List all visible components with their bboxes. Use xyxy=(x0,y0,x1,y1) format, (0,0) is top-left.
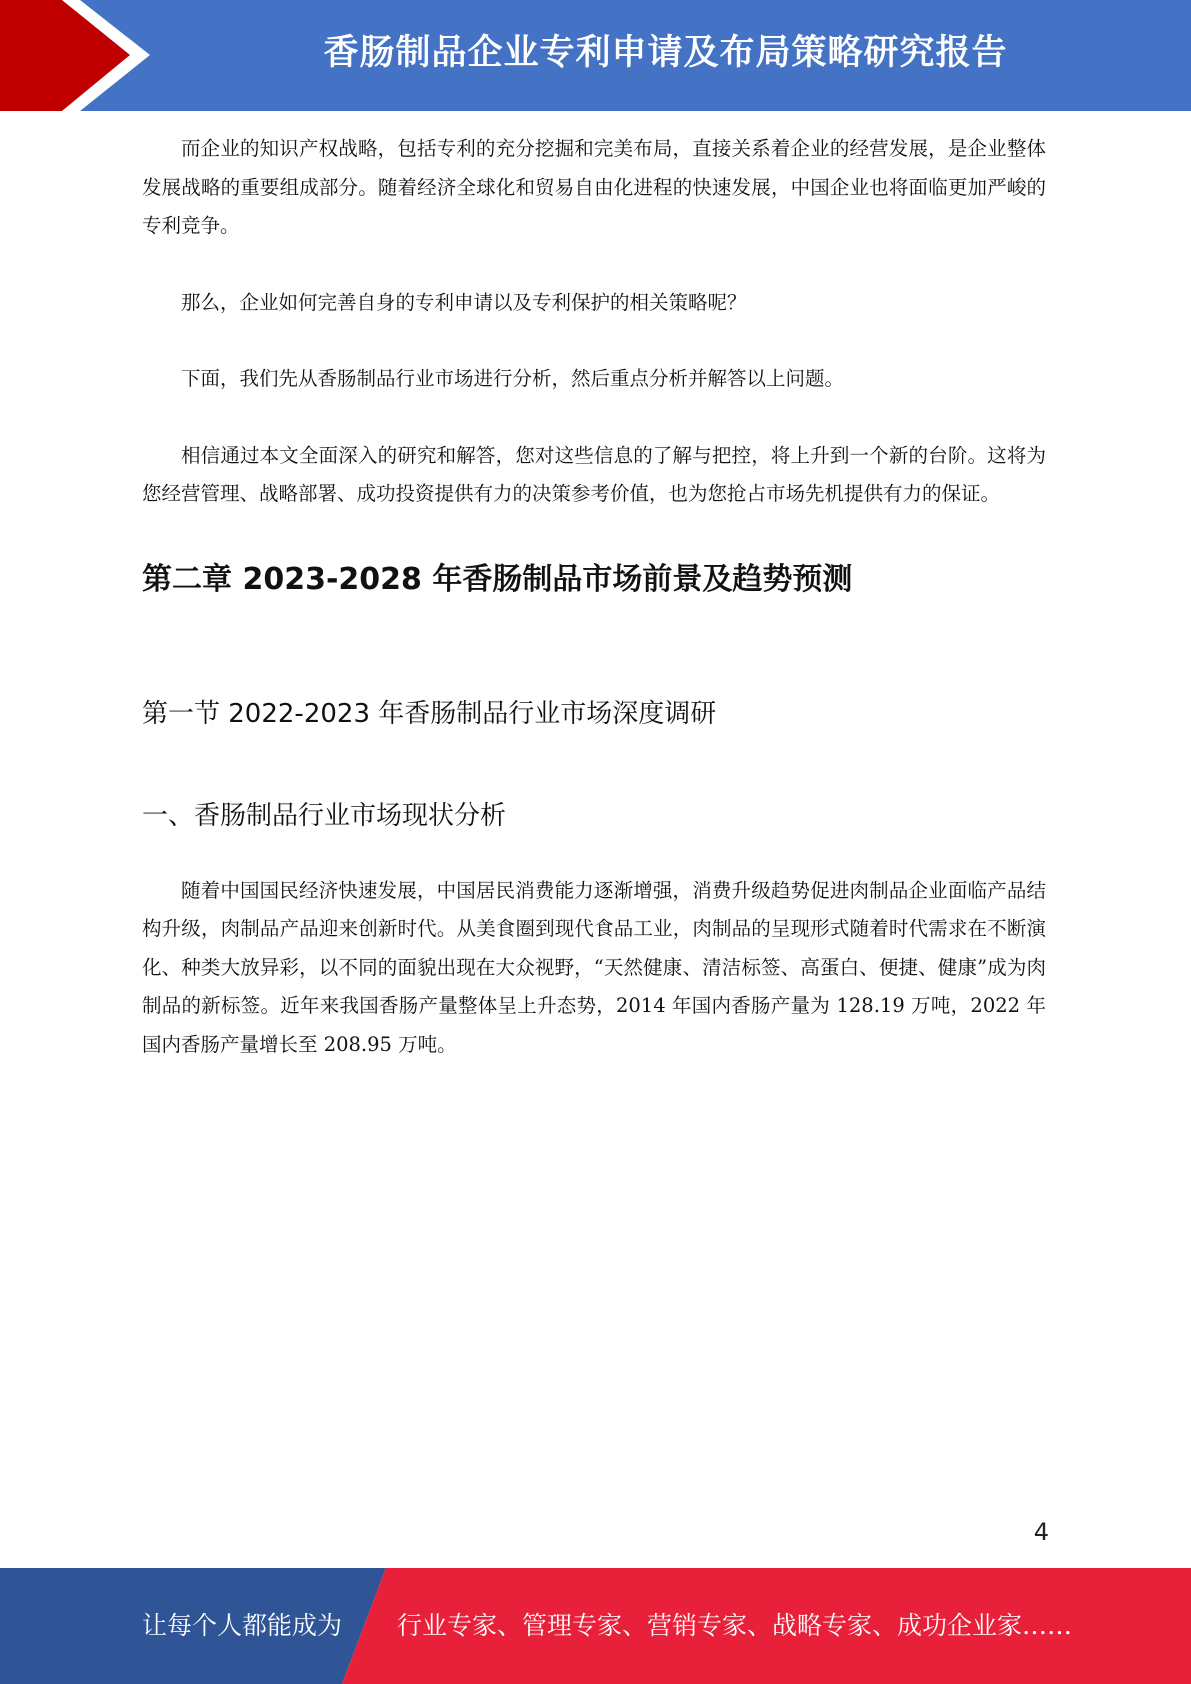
header-arrow-decoration xyxy=(0,0,160,111)
paragraph: 相信通过本文全面深入的研究和解答，您对这些信息的了解与把控，将上升到一个新的台阶。这将为您经营管理、战略部署、成功投资提供有力的决策参考价值，也为您抢占市场先机提供有力的保证。 xyxy=(142,443,1046,505)
footer-slogan-right: 行业专家、管理专家、营销专家、战略专家、成功企业家…… xyxy=(397,1611,1073,1640)
footer-banner xyxy=(0,1568,1191,1684)
paragraph: 随着中国国民经济快速发展，中国居民消费能力逐渐增强，消费升级趋势促进肉制品企业面临产品结构升级，肉制品产品迎来创新时代。从美食圈到现代食品工业，肉制品的呈现形式随着时代需求在不断演化、种类大放异彩，以不同的面貌出现在大众视野，“天然健康、清洁标签、高蛋白、便捷、健康”成为肉制品的新标签。近年来我国香肠产量整体呈上升态势，2014 年国内香肠产量为 128.19 万吨，2022 年国内香肠产量增长至 208.95 万吨。 xyxy=(142,878,1046,1056)
paragraph: 而企业的知识产权战略，包括专利的充分挖掘和完美布局，直接关系着企业的经营发展，是企业整体发展战略的重要组成部分。随着经济全球化和贸易自由化进程的快速发展，中国企业也将面临更加严峻的专利竞争。 xyxy=(142,137,1046,237)
subsection-heading: 一、香肠制品行业市场现状分析 xyxy=(142,800,507,831)
header-banner xyxy=(0,0,1191,111)
footer-slogan-left: 让每个人都能成为 xyxy=(142,1611,343,1640)
paragraph: 那么，企业如何完善自身的专利申请以及专利保护的相关策略呢？ xyxy=(181,290,747,314)
chapter-heading: 第二章 2023-2028 年香肠制品市场前景及趋势预测 xyxy=(142,561,853,597)
page-content xyxy=(142,130,1046,1064)
page-number: 4 xyxy=(1033,1518,1049,1546)
section-heading: 第一节 2022-2023 年香肠制品行业市场深度调研 xyxy=(142,698,717,729)
report-title: 香肠制品企业专利申请及布局策略研究报告 xyxy=(323,33,1008,73)
paragraph: 下面，我们先从香肠制品行业市场进行分析，然后重点分析并解答以上问题。 xyxy=(181,367,845,390)
